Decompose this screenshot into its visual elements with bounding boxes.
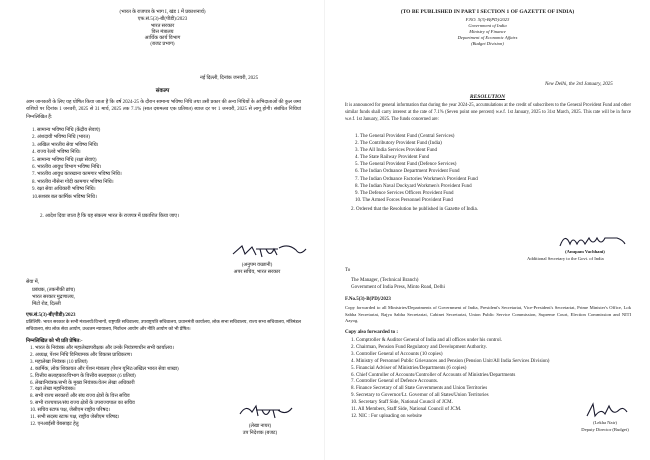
list-item: 9. The Defence Services Officers Provident Fund bbox=[355, 190, 454, 196]
english-file-number: F.No.5(3)-B(PD)/2023 bbox=[345, 297, 391, 302]
english-copy-list bbox=[351, 338, 549, 421]
hindi-signatory-1-designation: अपर सचिव, भारत सरकार bbox=[233, 270, 281, 275]
english-header-line-3: Ministry of Finance bbox=[469, 29, 506, 34]
list-item: 4. कार्मिक, लोक शिकायत और पेंशन मंत्रालय (पेंशन यूनिट/अखिल भारत सेवा शाखा) bbox=[30, 366, 179, 372]
list-item: 6. The Indian Ordnance Department Provident Fund bbox=[355, 169, 460, 175]
english-funds-list bbox=[355, 133, 478, 204]
list-item: 2. अंशदायी भविष्य निधि (भारत) bbox=[32, 135, 90, 141]
hindi-order-line: 2. आदेश दिया जाता है कि यह संकल्प भारत के राजपत्र में प्रकाशित किया जाए। bbox=[40, 214, 179, 219]
signature-scribble-icon bbox=[583, 400, 629, 422]
english-to-line-3: Government of India Press, Minto Road, Delhi bbox=[351, 285, 445, 290]
hindi-header-line-1: (भारत के राजपत्र के भाग I, खंड 1 में प्रकाशनार्थ) bbox=[119, 10, 206, 15]
list-item: 11. सभी सदस्य स्टाफ पक्ष, राष्ट्रीय जेसीएम परिषद। bbox=[30, 415, 120, 421]
list-item: 6. लेखानियंत्रक/सभी के मुख्य नियंत्रक/वेतन लेखा अधिकारी bbox=[30, 380, 135, 386]
list-item: 9. रक्षा सेवा अधिकारी भविष्य निधि। bbox=[32, 187, 96, 193]
list-item: 1. सामान्य भविष्य निधि (केंद्रीय सेवाएं) bbox=[32, 128, 101, 133]
english-signatory-2-designation: Deputy Director (Budget) bbox=[581, 427, 629, 432]
hindi-to-line-2: प्रबंधक, (तकनीकी ब्रांच) bbox=[32, 288, 75, 293]
list-item: 7. भारतीय आयुध कारखाना कामगार भविष्य निधि। bbox=[32, 172, 122, 178]
list-item: 4. Ministry of Personnel Public Grievances and Pension (Pension Unit/All India Services Division) bbox=[351, 358, 550, 364]
hindi-date-line: नई दिल्ली, दिनांक जनवरी, 2025 bbox=[200, 76, 259, 81]
list-item: 5. The General Provident Fund (Defence Services) bbox=[355, 162, 457, 168]
list-item: 8. भारतीय नौसेना गोदी कामगार भविष्य निधि। bbox=[32, 179, 114, 185]
list-item: 8. सभी राज्य सरकारों और संघ राज्य क्षेत्रों के वित्त सचिव bbox=[30, 394, 130, 400]
list-item: 12. NIC : For uploading on website bbox=[351, 413, 422, 419]
list-item: 7. रक्षा लेखा महानियंत्रक। bbox=[30, 387, 76, 393]
hindi-to-line-3: भारत सरकार मुद्रणालय, bbox=[32, 295, 75, 300]
english-signatory-1-name: (Anupam Vachhani) bbox=[565, 249, 605, 254]
list-item: 11. All Members, Staff Side, National Council of JCM. bbox=[351, 407, 462, 413]
english-date-line: New Delhi, the 3rd January, 2025 bbox=[545, 82, 613, 87]
list-item: 6. भारतीय आयुध विभाग भविष्य निधि। bbox=[32, 165, 102, 171]
english-signatory-2-name: (Lekha Nair) bbox=[593, 420, 617, 425]
english-header-line-5: (Budget Division) bbox=[471, 41, 504, 46]
hindi-header-line-5: आर्थिक कार्य विभाग bbox=[144, 36, 181, 41]
list-item: 5. वित्तीय सलाहकार/विभाग के वित्तीय सलाहकार (6 प्रतियां) bbox=[30, 373, 136, 379]
list-item: 10. Secretary Staff Side, National Council of JCM. bbox=[351, 400, 453, 406]
hindi-copy-paragraph: प्रतिलिपि: भारत सरकार के सभी मंत्रालयों/विभागों, राष्ट्रपति सचिवालय, उपराष्ट्रपति सचिवालय, प्रधानमंत्री कार्यालय, लोक सभा सचिवालय, राज्य सभा सचिवालय, मंत्रिमंडल सचिवालय, संघ लोक सेवा आयोग, उच्चतम न्यायालय, निर्वाचन आयोग और नीति आयोग को भी प्रेषित। bbox=[26, 319, 301, 331]
list-item: 5. Financial Adviser of Ministries/Departments (6 copies) bbox=[351, 365, 467, 371]
hindi-header-line-3: भारत सरकार bbox=[150, 24, 175, 29]
list-item: 10.सशस्त्र बल कार्मिक भविष्य निधि। bbox=[32, 194, 97, 200]
hindi-header-line-2: एफ.सं.5(3)-बी(पीडी)/2023 bbox=[137, 17, 188, 22]
list-item: 3. महालेखा नियंत्रक (10 प्रतियां) bbox=[30, 359, 88, 365]
signature-scribble-icon bbox=[557, 230, 627, 250]
list-item: 10. The Armed Forces Personnel Provident Fund bbox=[355, 197, 453, 203]
list-item: 5. सामान्य भविष्य निधि (रक्षा सेवाएं) bbox=[32, 157, 97, 163]
list-item: 2. अध्यक्ष, पेंशन निधि विनियामक और विकास प्राधिकरण। bbox=[30, 352, 133, 358]
signature-scribble-icon bbox=[236, 402, 296, 424]
list-item: 6. Chief Controller of Accounts/Controller of Accounts of Ministries/Departments bbox=[351, 372, 516, 378]
hindi-header-line-4: वित्त मंत्रालय bbox=[151, 30, 174, 35]
hindi-funds-list bbox=[32, 127, 122, 201]
list-item: 4. राज्य रेलवे भविष्य निधि। bbox=[32, 150, 81, 156]
english-header-line-1: F.NO. 5(3)-B(PD)/2023 bbox=[465, 17, 510, 22]
english-resolution-heading: RESOLUTION bbox=[469, 94, 506, 100]
english-header-line-2: Government of India bbox=[468, 23, 507, 28]
list-item: 3. The All India Services Provident Fund bbox=[355, 148, 437, 154]
hindi-header-line-6: (बजट प्रभाग) bbox=[150, 42, 175, 47]
english-copy-also-heading: Copy also forwarded to : bbox=[345, 330, 399, 335]
hindi-to-line-1: सेवा में, bbox=[26, 280, 39, 285]
list-item: 8. The Indian Naval Dockyard Workmen's Provident Fund bbox=[355, 183, 472, 189]
list-item: 9. सभी राज्यपाल/संघ राज्य क्षेत्रों के उपराज्यपाल का सचिव bbox=[30, 401, 135, 407]
list-item: 2. The Contributory Provident Fund (India) bbox=[355, 141, 442, 147]
signature-scribble-icon bbox=[230, 240, 310, 262]
list-item: 1. The General Provident Fund (Central Services) bbox=[355, 134, 455, 139]
english-header-title: (TO BE PUBLISHED IN PART I SECTION 1 OF GAZETTE OF INDIA) bbox=[400, 9, 575, 15]
english-copy-paragraph: Copy forwarded to all Ministries/Departments of Government of India, President's Secretariat, Vice-President's Secretariat, Prime Minister's Office, Lok Sabha Secretariat, Rajya Sabha Secretariat, Cabinet Secretariat, Union Public Service Commission, Supreme Court, Election Commission and NITI Aayog. bbox=[345, 305, 631, 324]
hindi-signatory-1-name: (अनुपम वच्छानी) bbox=[241, 263, 273, 268]
hindi-resolution-paragraph: आम जानकारी के लिए यह घोषित किया जाता है कि वर्ष 2024-25 के दौरान सामान्य भविष्य निधि तथा उसी प्रकार की अन्य निधियों के अभिदाताओं की कुल जमा राशियों पर दिनांक 1 जनवरी, 2025 से 31 मार्च, 2025 तक 7.1% (सात दशमलव एक प्रतिशत) ब्याज दर पर 1 जनवरी, 2025 से लागू होगी। संबंधित निधियां निम्नलिखित हैं: bbox=[26, 100, 301, 120]
hindi-resolution-heading: संकल्प bbox=[155, 88, 170, 94]
hindi-signatory-2-name: (लेखा नायर) bbox=[248, 424, 272, 429]
list-item: 9. Secretary to Governor/Lt. Governor of all States/Union Territories bbox=[351, 393, 489, 399]
hindi-signatory-2-designation: उप निदेशक (बजट) bbox=[242, 431, 278, 436]
list-item: 7. The Indian Ordnance Factories Workmen's Provident Fund bbox=[355, 176, 478, 182]
list-item: 8. Finance Secretary of all State Governments and Union Territories bbox=[351, 386, 488, 392]
english-column bbox=[325, 0, 650, 460]
english-header-line-4: Department of Economic Affairs bbox=[457, 35, 518, 40]
list-item: 2. Chairman, Pension Fund Regulatory and Development Authority. bbox=[351, 344, 488, 350]
english-signatory-1-designation: Additional Secretary to the Govt. of India bbox=[527, 256, 604, 261]
list-item: 10. सचिव स्टाफ पक्ष, जेसीएम राष्ट्रीय परिषद। bbox=[30, 408, 110, 414]
english-resolution-paragraph: It is announced for general information that during the year 2024-25, accumulations at the credit of subscribers to the General Provident Fund and other similar funds shall carry interest at the rate of 7.1% (Seven point one percent) w.e.f. 1st January, 2025 to 31st March, 2025. This rate will be in force w.e.f. 1st January, 2025. The funds concerned are: bbox=[345, 103, 631, 122]
list-item: 3. अखिल भारतीय सेवा भविष्य निधि। bbox=[32, 142, 99, 148]
english-to-line-1: To bbox=[345, 268, 351, 273]
list-item: 7. Controller General of Defence Accounts. bbox=[351, 379, 439, 385]
list-item: 1. Comptroller & Auditor General of India and all offices under his control. bbox=[351, 338, 502, 343]
list-item: 4. The State Railway Provident Fund bbox=[355, 155, 430, 161]
list-item: 3. Controller General of Accounts (10 copies) bbox=[351, 351, 443, 357]
hindi-copy-list bbox=[30, 346, 179, 429]
list-item: 12. एनआईसी वेबसाइट हेतु bbox=[30, 421, 79, 427]
english-order-line: 2. Ordered that the Resolution be published in Gazette of India. bbox=[351, 207, 478, 212]
english-to-line-2: The Manager, (Technical Branch) bbox=[351, 278, 419, 283]
hindi-to-line-4: मिंटो रोड, दिल्ली bbox=[32, 302, 61, 307]
hindi-file-number: एफ.सं.5(3)-बी(पीडी)/2023 bbox=[26, 313, 76, 318]
list-item: 1. भारत के नियंत्रक और महालेखापरीक्षक और उनके नियंत्रणाधीन सभी कार्यालय। bbox=[30, 346, 174, 351]
hindi-copy-also-heading: निम्नलिखित को भी प्रति प्रेषित:- bbox=[26, 339, 83, 344]
